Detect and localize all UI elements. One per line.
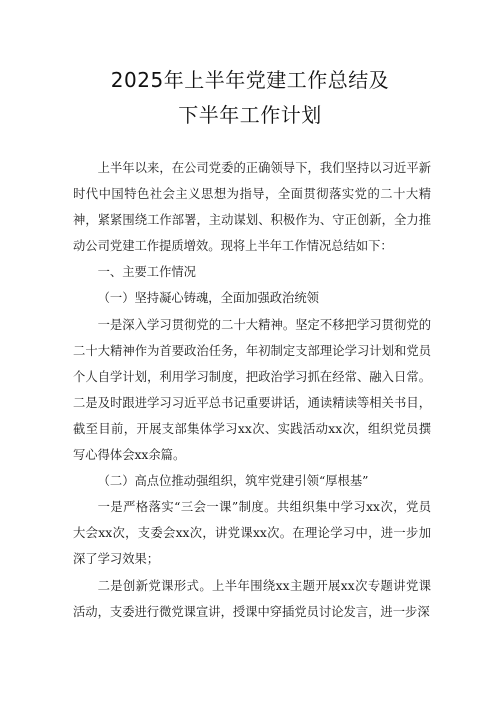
document-title-line-2: 下半年工作计划: [178, 103, 322, 127]
paragraph-three-meetings: 一是严格落实“三会一课”制度。共组织集中学习xx次，党员大会xx次，支委会xx次，讲党课xx次。在理论学习中，进一步加深了学习效果；: [73, 500, 431, 567]
paragraph-party-lessons: 二是创新党课形式。上半年围绕xx主题开展xx次专题讲党课活动，支委进行微党课宣讲，授课中穿插党员讨论发言，进一步深: [73, 578, 431, 619]
subsection-heading-organization: （二）高点位推动强组织，筑牢党建引领“厚根基”: [97, 474, 369, 489]
subsection-heading-political: （一）坚持凝心铸魂，全面加强政治统领: [97, 291, 319, 306]
document-title-line-1: 2025年上半年党建工作总结及: [110, 68, 390, 92]
document-body: [73, 155, 431, 625]
paragraph-study: 一是深入学习贯彻党的二十大精神。坚定不移把学习贯彻党的二十大精神作为首要政治任务，年初制定支部理论学习计划和党员个人自学计划，利用学习制度，把政治学习抓在经常、融入日常。二是及时跟进学习习近平总书记重要讲话，通读精读等相关书目，截至目前，开展支部集体学习xx次、实践活动xx次，组织党员撰写心得体会xx余篇。: [73, 317, 431, 463]
paragraph-intro: 上半年以来，在公司党委的正确领导下，我们坚持以习近平新时代中国特色社会主义思想为指导，全面贯彻落实党的二十大精神，紧紧围绕工作部署，主动谋划、积极作为、守正创新，全力推动公司党建工作提质增效。现将上半年工作情况总结如下：: [73, 161, 431, 254]
section-heading-main-work: 一、主要工作情况: [97, 265, 196, 280]
